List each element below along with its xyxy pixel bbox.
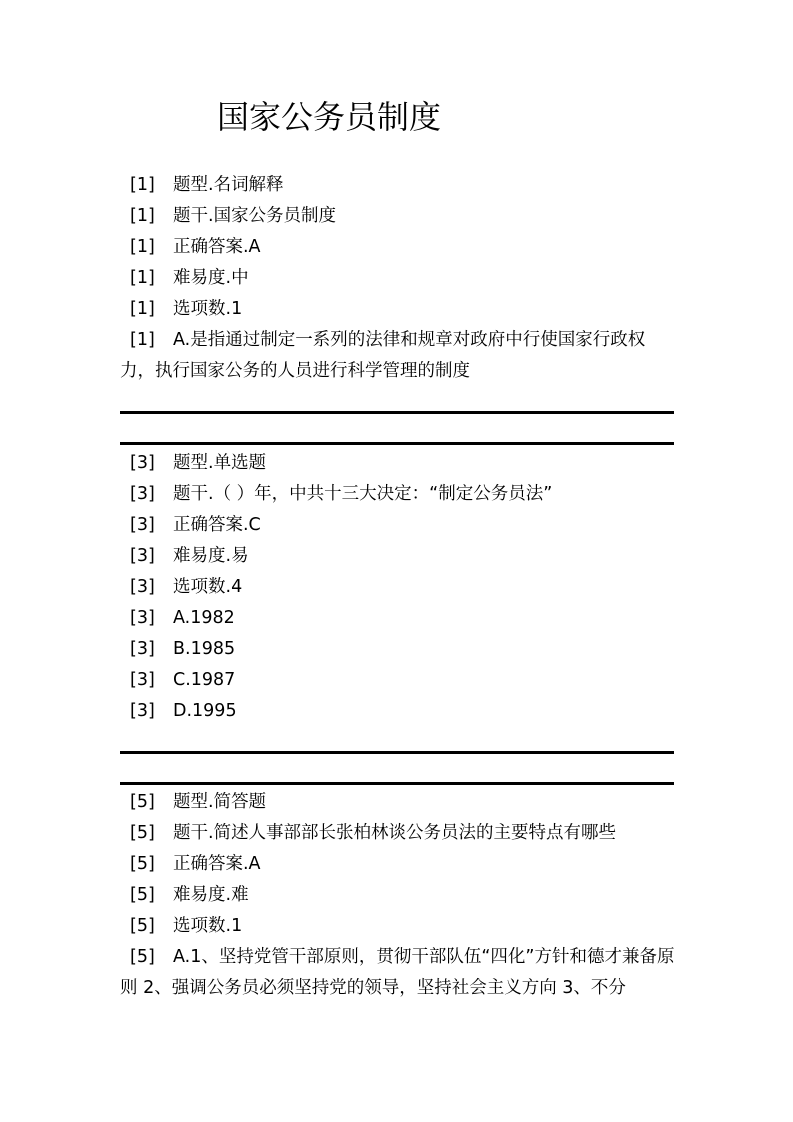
question-number: [3]	[130, 608, 155, 628]
option-text: A.1982	[173, 608, 235, 628]
question-number: [5]	[130, 854, 155, 874]
question-number: [3]	[130, 515, 155, 535]
question-text: 选项数.1	[173, 916, 243, 936]
question-text: 选项数.1	[173, 299, 243, 319]
question-text: 难易度.易	[173, 546, 249, 566]
question-line	[120, 170, 675, 201]
section-divider	[120, 442, 674, 445]
question-line	[120, 849, 675, 880]
answer-paragraph	[120, 942, 675, 1004]
question-number: [1]	[130, 175, 155, 195]
option-line	[120, 696, 675, 727]
question-line	[120, 510, 675, 541]
question-number: [1]	[130, 268, 155, 288]
question-number: [3]	[130, 577, 155, 597]
question-line	[120, 541, 675, 572]
question-line	[120, 448, 675, 479]
question-number: [5]	[130, 947, 155, 967]
question-line	[120, 201, 675, 232]
question-line	[120, 294, 675, 325]
option-text: B.1985	[173, 639, 236, 659]
question-3	[120, 448, 675, 727]
answer-paragraph	[120, 325, 675, 387]
question-line	[120, 818, 675, 849]
answer-text: A.是指通过制定一系列的法律和规章对政府中行使国家行政权力，执行国家公务的人员进行科学管理的制度	[120, 330, 646, 381]
question-number: [3]	[130, 453, 155, 473]
section-divider	[120, 782, 674, 785]
question-text: 难易度.难	[173, 885, 249, 905]
question-number: [5]	[130, 885, 155, 905]
question-line	[120, 880, 675, 911]
question-line	[120, 572, 675, 603]
option-text: D.1995	[173, 701, 237, 721]
question-text: 题干.国家公务员制度	[173, 206, 337, 226]
question-number: [3]	[130, 701, 155, 721]
question-1	[120, 170, 675, 387]
question-number: [1]	[130, 237, 155, 257]
question-text: 题干.简述人事部部长张柏林谈公务员法的主要特点有哪些	[173, 823, 617, 843]
option-text: C.1987	[173, 670, 236, 690]
question-text: 正确答案.A	[173, 237, 261, 257]
question-number: [5]	[130, 792, 155, 812]
question-text: 难易度.中	[173, 268, 249, 288]
question-line	[120, 479, 675, 510]
option-line	[120, 634, 675, 665]
question-5	[120, 787, 675, 1004]
question-text: 题干.（ ）年，中共十三大决定：“制定公务员法”	[173, 484, 553, 504]
question-number: [5]	[130, 823, 155, 843]
question-number: [3]	[130, 639, 155, 659]
answer-text: A.1、坚持党管干部原则，贯彻干部队伍“四化”方针和德才兼备原则 2、强调公务员必须坚持党的领导，坚持社会主义方向 3、不分	[120, 947, 675, 998]
question-text: 题型.单选题	[173, 453, 267, 473]
question-number: [5]	[130, 916, 155, 936]
question-line	[120, 263, 675, 294]
section-divider	[120, 751, 674, 754]
option-line	[120, 665, 675, 696]
question-text: 选项数.4	[173, 577, 243, 597]
section-divider	[120, 411, 674, 414]
question-line	[120, 787, 675, 818]
question-line	[120, 911, 675, 942]
document-title: 国家公务员制度	[217, 98, 442, 136]
question-text: 正确答案.A	[173, 854, 261, 874]
question-number: [1]	[130, 206, 155, 226]
question-text: 题型.简答题	[173, 792, 267, 812]
question-text: 正确答案.C	[173, 515, 261, 535]
question-text: 题型.名词解释	[173, 175, 284, 195]
option-line	[120, 603, 675, 634]
question-number: [3]	[130, 670, 155, 690]
question-number: [1]	[130, 299, 155, 319]
question-number: [3]	[130, 546, 155, 566]
question-line	[120, 232, 675, 263]
question-number: [3]	[130, 484, 155, 504]
question-number: [1]	[130, 330, 155, 350]
